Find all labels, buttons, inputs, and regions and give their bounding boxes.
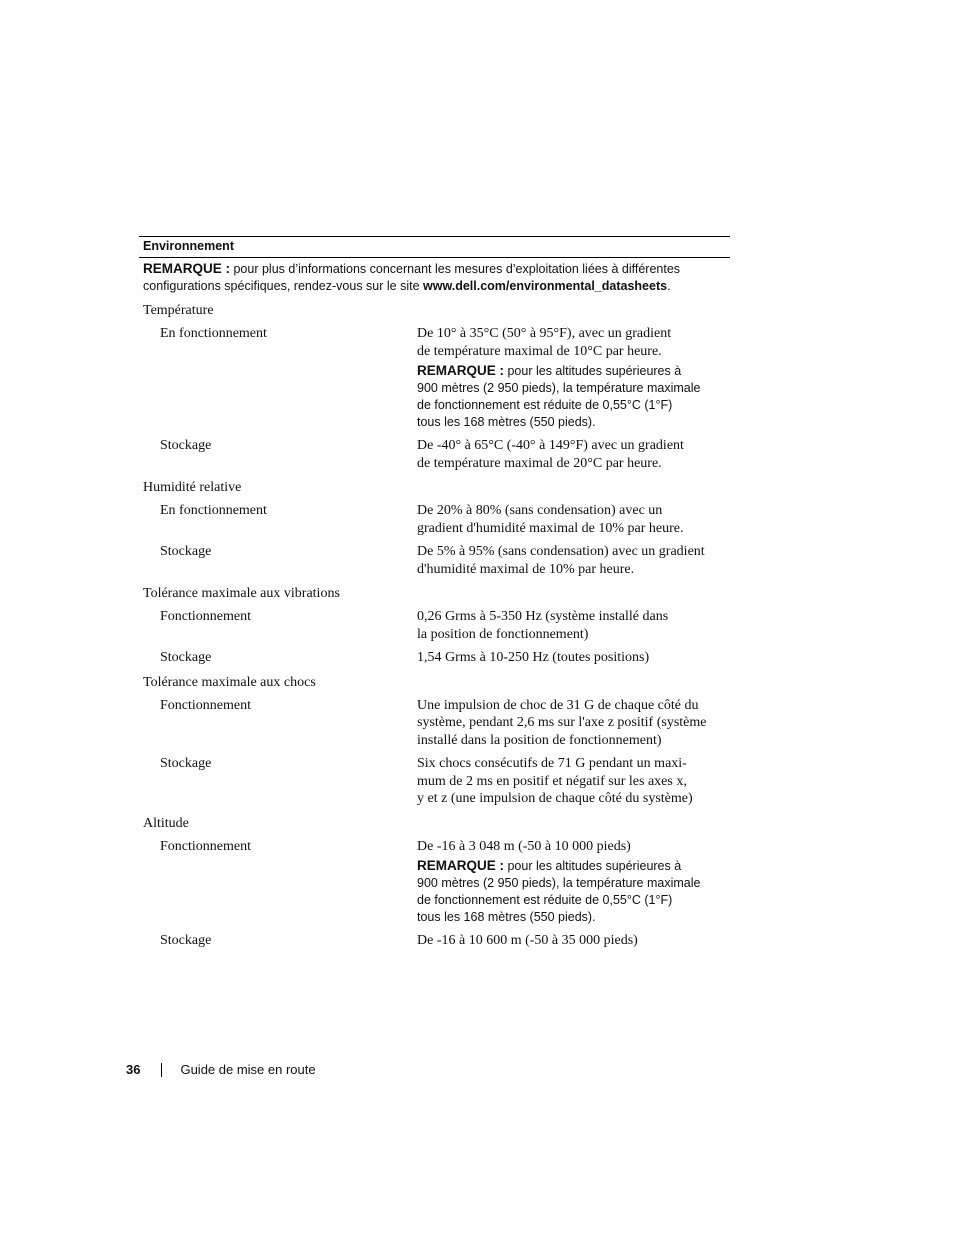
- spec-value-line: gradient d'humidité maximal de 10% par heure.: [417, 520, 684, 536]
- spec-value: [417, 502, 709, 537]
- spec-sections: [139, 302, 730, 950]
- datasheet-link[interactable]: www.dell.com/environmental_datasheets: [423, 279, 668, 293]
- spec-value-line: De 20% à 80% (sans condensation) avec un: [417, 503, 663, 518]
- spec-value-line: De 5% à 95% (sans condensation) avec un gradient: [417, 544, 705, 559]
- spec-row: [139, 325, 730, 431]
- header-note: [139, 260, 730, 295]
- spec-value: [417, 608, 709, 643]
- spec-note-line: [417, 362, 709, 380]
- spec-label: En fonctionnement: [160, 326, 267, 341]
- spec-value: [417, 649, 709, 667]
- spec-label: Stockage: [160, 544, 212, 559]
- document-title: Guide de mise en route: [180, 1062, 316, 1077]
- section-title: Température: [143, 303, 214, 318]
- spec-note-line: tous les 168 mètres (550 pieds).: [417, 415, 596, 429]
- note-text: pour plus d’informations concernant les mesures d’exploitation liées à différentes: [230, 262, 681, 276]
- spec-row: [139, 755, 730, 808]
- note-label: REMARQUE :: [143, 261, 230, 276]
- spec-value-line: mum de 2 ms en positif et négatif sur les axes x,: [417, 773, 687, 789]
- spec-value-line: de température maximal de 10°C par heure.: [417, 343, 662, 359]
- note-text: pour les altitudes supérieures à: [504, 859, 682, 873]
- page-number: 36: [126, 1062, 141, 1077]
- spec-value-line: installé dans la position de fonctionnement): [417, 732, 662, 748]
- spec-row: [139, 838, 730, 927]
- spec-value-line: d'humidité maximal de 10% par heure.: [417, 561, 635, 577]
- note-label: REMARQUE :: [417, 363, 504, 378]
- spec-value-line: y et z (une impulsion de chaque côté du système): [417, 791, 693, 806]
- spec-row: [139, 437, 730, 472]
- spec-note-line: de fonctionnement est réduite de 0,55°C (1°F): [417, 893, 673, 907]
- spec-value-line: système, pendant 2,6 ms sur l'axe z positif (système: [417, 715, 707, 730]
- spec-row: [139, 649, 730, 667]
- footer-divider: [161, 1063, 162, 1077]
- spec-label: Stockage: [160, 756, 212, 771]
- spec-note: [417, 857, 709, 926]
- spec-label: Stockage: [160, 650, 212, 665]
- spec-row: [139, 932, 730, 950]
- note-end: .: [667, 279, 671, 293]
- note-text: pour les altitudes supérieures à: [504, 364, 682, 378]
- spec-note-line: [417, 857, 709, 875]
- spec-label: Fonctionnement: [160, 697, 251, 713]
- spec-value: [417, 838, 709, 927]
- spec-label: En fonctionnement: [160, 503, 267, 518]
- spec-value-line: la position de fonctionnement): [417, 626, 589, 642]
- spec-note-line: 900 mètres (2 950 pieds), la température maximale: [417, 876, 701, 890]
- section-title: Tolérance maximale aux chocs: [143, 674, 316, 690]
- spec-label: Fonctionnement: [160, 609, 251, 624]
- note-text: configurations spécifiques, rendez-vous sur le site: [143, 279, 424, 293]
- spec-note-line: 900 mètres (2 950 pieds), la température maximale: [417, 381, 701, 395]
- environment-spec-table: [139, 236, 730, 950]
- table-title: Environnement: [143, 239, 234, 253]
- spec-label: Stockage: [160, 438, 212, 453]
- header-rule: [139, 257, 730, 258]
- spec-value-line: 1,54 Grms à 10-250 Hz (toutes positions): [417, 650, 650, 665]
- spec-value-line: de température maximal de 20°C par heure.: [417, 455, 662, 471]
- spec-label: Stockage: [160, 933, 212, 948]
- spec-value: [417, 697, 709, 750]
- spec-value-line: De -16 à 10 600 m (-50 à 35 000 pieds): [417, 933, 638, 948]
- spec-value: [417, 543, 709, 578]
- section-title: Tolérance maximale aux vibrations: [143, 586, 340, 601]
- spec-value-line: De 10° à 35°C (50° à 95°F), avec un gradient: [417, 326, 672, 341]
- note-label: REMARQUE :: [417, 858, 504, 873]
- spec-note: [417, 362, 709, 431]
- spec-row: [139, 502, 730, 537]
- spec-note-line: tous les 168 mètres (550 pieds).: [417, 910, 596, 924]
- spec-value: [417, 437, 709, 472]
- spec-value-line: Six chocs consécutifs de 71 G pendant un maxi-: [417, 756, 687, 771]
- spec-value: [417, 755, 709, 808]
- spec-row: [139, 608, 730, 643]
- spec-row: [139, 697, 730, 750]
- spec-value-line: 0,26 Grms à 5-350 Hz (système installé dans: [417, 609, 669, 624]
- spec-value-line: Une impulsion de choc de 31 G de chaque côté du: [417, 697, 699, 713]
- section-title: Altitude: [143, 815, 189, 831]
- spec-row: [139, 543, 730, 578]
- spec-value-line: De -40° à 65°C (-40° à 149°F) avec un gradient: [417, 438, 684, 453]
- spec-value: [417, 325, 709, 431]
- spec-label: Fonctionnement: [160, 838, 251, 854]
- spec-note-line: de fonctionnement est réduite de 0,55°C (1°F): [417, 398, 673, 412]
- spec-value: [417, 932, 709, 950]
- page-footer: [126, 1062, 316, 1078]
- spec-value-line: De -16 à 3 048 m (-50 à 10 000 pieds): [417, 838, 631, 854]
- section-title: Humidité relative: [143, 480, 242, 495]
